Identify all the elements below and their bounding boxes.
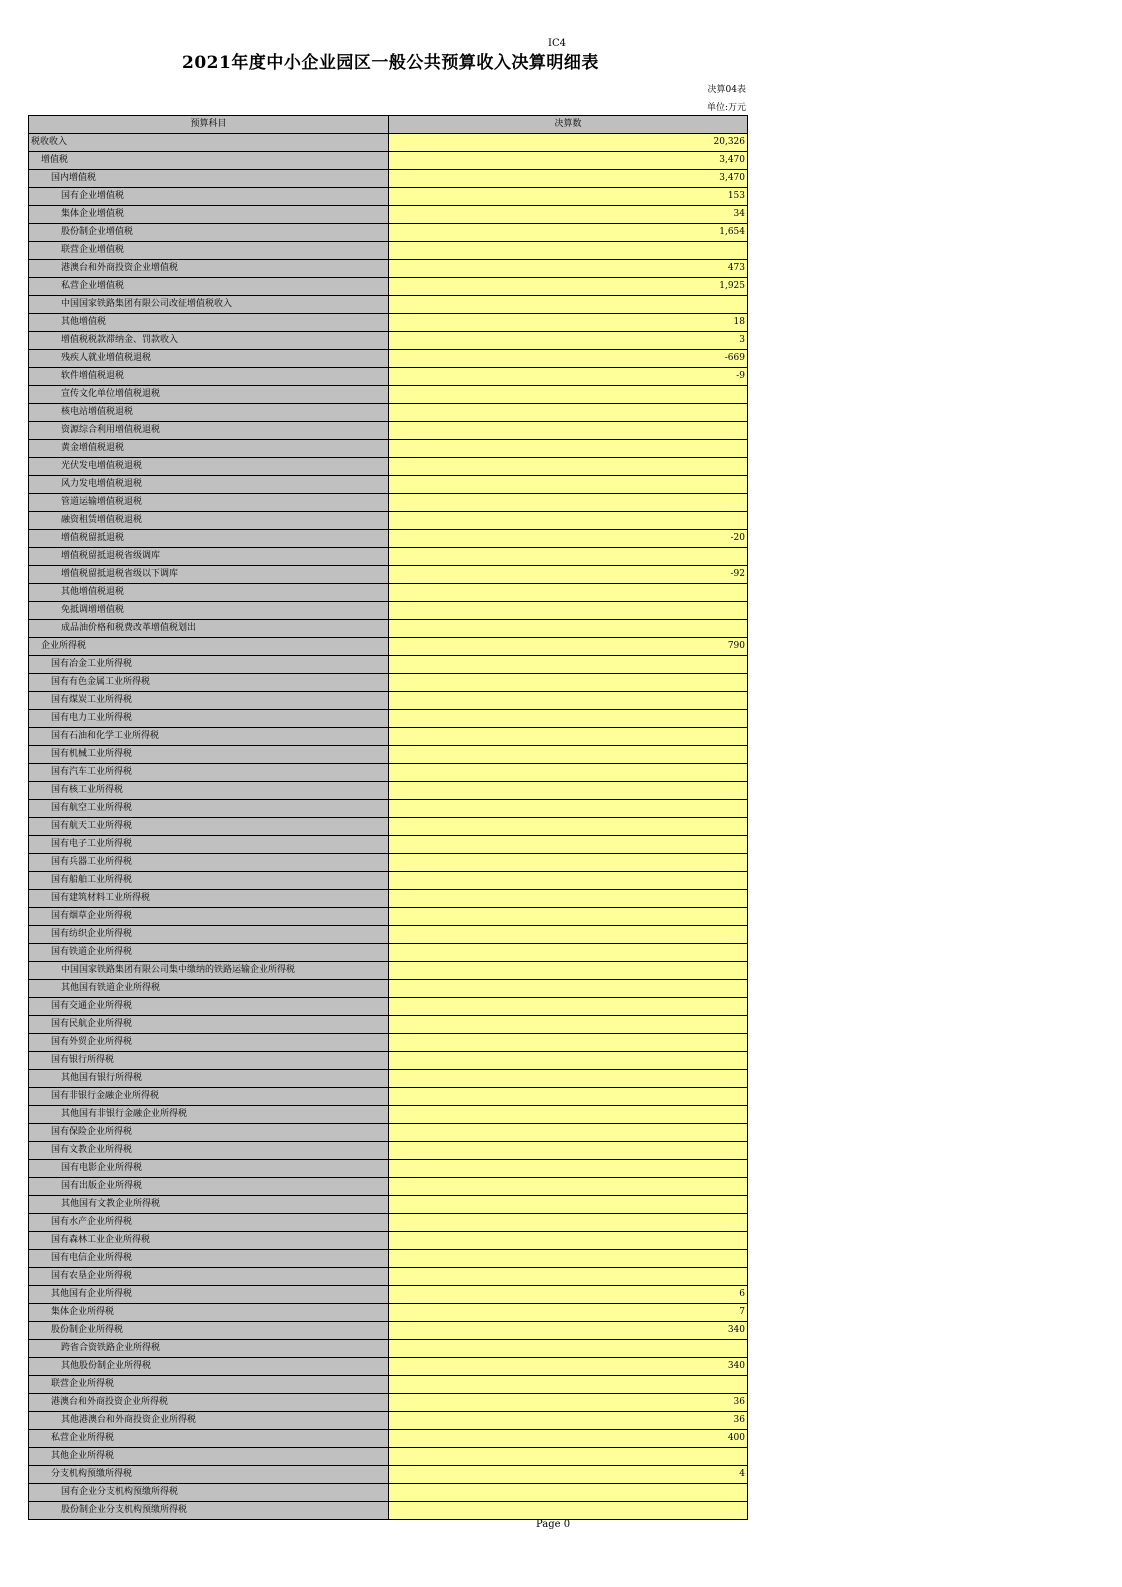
row-amount: 340	[389, 1358, 748, 1376]
row-amount	[389, 1376, 748, 1394]
table-number: 决算04表	[707, 85, 746, 95]
row-amount	[389, 980, 748, 998]
row-subject: 黄金增值税退税	[29, 440, 389, 458]
row-amount	[389, 962, 748, 980]
table-row	[29, 1052, 748, 1070]
table-row	[29, 1178, 748, 1196]
table-row	[29, 926, 748, 944]
row-amount: 7	[389, 1304, 748, 1322]
table-row	[29, 458, 748, 476]
table-row	[29, 1016, 748, 1034]
row-amount	[389, 242, 748, 260]
row-subject: 联营企业所得税	[29, 1376, 389, 1394]
row-subject: 国有企业分支机构预缴所得税	[29, 1484, 389, 1502]
row-amount	[389, 296, 748, 314]
row-amount	[389, 1196, 748, 1214]
row-amount	[389, 422, 748, 440]
row-amount	[389, 1484, 748, 1502]
table-row	[29, 980, 748, 998]
row-amount	[389, 548, 748, 566]
row-subject: 国有文教企业所得税	[29, 1142, 389, 1160]
table-row	[29, 1502, 748, 1520]
row-amount	[389, 440, 748, 458]
row-amount	[389, 728, 748, 746]
table-row	[29, 1106, 748, 1124]
row-subject: 其他港澳台和外商投资企业所得税	[29, 1412, 389, 1430]
row-amount	[389, 926, 748, 944]
row-amount	[389, 1448, 748, 1466]
table-row	[29, 1394, 748, 1412]
row-amount: -20	[389, 530, 748, 548]
row-amount	[389, 1070, 748, 1088]
row-amount	[389, 404, 748, 422]
row-subject: 集体企业所得税	[29, 1304, 389, 1322]
table-row	[29, 674, 748, 692]
row-amount	[389, 1160, 748, 1178]
table-row	[29, 998, 748, 1016]
row-subject: 跨省合资铁路企业所得税	[29, 1340, 389, 1358]
table-row	[29, 476, 748, 494]
table-row	[29, 908, 748, 926]
table-row	[29, 1466, 748, 1484]
row-amount	[389, 620, 748, 638]
table-row	[29, 494, 748, 512]
table-row	[29, 1268, 748, 1286]
row-subject: 国有电信企业所得税	[29, 1250, 389, 1268]
row-subject: 光伏发电增值税退税	[29, 458, 389, 476]
row-amount	[389, 386, 748, 404]
row-subject: 国有出版企业所得税	[29, 1178, 389, 1196]
table-row	[29, 566, 748, 584]
row-amount: 400	[389, 1430, 748, 1448]
row-subject: 其他企业所得税	[29, 1448, 389, 1466]
row-subject: 国有机械工业所得税	[29, 746, 389, 764]
row-subject: 国有纺织企业所得税	[29, 926, 389, 944]
row-subject: 国有煤炭工业所得税	[29, 692, 389, 710]
row-subject: 集体企业增值税	[29, 206, 389, 224]
table-row	[29, 1484, 748, 1502]
row-amount	[389, 656, 748, 674]
row-amount	[389, 1250, 748, 1268]
row-subject: 其他股份制企业所得税	[29, 1358, 389, 1376]
table-row	[29, 296, 748, 314]
row-subject: 其他国有铁道企业所得税	[29, 980, 389, 998]
row-amount	[389, 944, 748, 962]
row-amount	[389, 1178, 748, 1196]
row-amount: 34	[389, 206, 748, 224]
row-amount	[389, 1340, 748, 1358]
row-amount	[389, 494, 748, 512]
table-row	[29, 728, 748, 746]
table-row	[29, 620, 748, 638]
row-subject: 宣传文化单位增值税退税	[29, 386, 389, 404]
row-amount	[389, 602, 748, 620]
row-amount	[389, 1232, 748, 1250]
table-row	[29, 710, 748, 728]
table-row	[29, 1430, 748, 1448]
table-row	[29, 602, 748, 620]
row-subject: 中国国家铁路集团有限公司改征增值税收入	[29, 296, 389, 314]
row-amount	[389, 1214, 748, 1232]
row-subject: 私营企业所得税	[29, 1430, 389, 1448]
row-subject: 联营企业增值税	[29, 242, 389, 260]
row-subject: 残疾人就业增值税退税	[29, 350, 389, 368]
table-row	[29, 818, 748, 836]
row-amount	[389, 836, 748, 854]
row-amount	[389, 1268, 748, 1286]
table-row	[29, 1160, 748, 1178]
table-row	[29, 422, 748, 440]
table-row	[29, 692, 748, 710]
row-subject: 国有石油和化学工业所得税	[29, 728, 389, 746]
table-row	[29, 1124, 748, 1142]
row-amount	[389, 1016, 748, 1034]
row-amount	[389, 800, 748, 818]
row-subject: 其他国有文教企业所得税	[29, 1196, 389, 1214]
row-subject: 增值税留抵退税	[29, 530, 389, 548]
table-row	[29, 206, 748, 224]
table-row	[29, 152, 748, 170]
row-amount: 36	[389, 1412, 748, 1430]
row-subject: 融资租赁增值税退税	[29, 512, 389, 530]
row-subject: 国有建筑材料工业所得税	[29, 890, 389, 908]
table-row	[29, 1286, 748, 1304]
row-amount	[389, 872, 748, 890]
row-subject: 管道运输增值税退税	[29, 494, 389, 512]
row-subject: 私营企业增值税	[29, 278, 389, 296]
row-amount	[389, 782, 748, 800]
table-row	[29, 1142, 748, 1160]
row-amount	[389, 1052, 748, 1070]
table-row	[29, 1376, 748, 1394]
row-amount	[389, 746, 748, 764]
table-row	[29, 638, 748, 656]
row-subject: 股份制企业所得税	[29, 1322, 389, 1340]
row-subject: 国有民航企业所得税	[29, 1016, 389, 1034]
row-subject: 港澳台和外商投资企业所得税	[29, 1394, 389, 1412]
table-row	[29, 764, 748, 782]
row-subject: 国有交通企业所得税	[29, 998, 389, 1016]
row-subject: 国有烟草企业所得税	[29, 908, 389, 926]
row-subject: 其他增值税	[29, 314, 389, 332]
row-subject: 国有航空工业所得税	[29, 800, 389, 818]
table-row	[29, 1358, 748, 1376]
table-row	[29, 350, 748, 368]
row-amount: 473	[389, 260, 748, 278]
row-amount: 36	[389, 1394, 748, 1412]
budget-table	[28, 115, 748, 1520]
row-subject: 国有水产企业所得税	[29, 1214, 389, 1232]
row-amount: 1,654	[389, 224, 748, 242]
page-title: 2021年度中小企业园区一般公共预算收入决算明细表	[182, 53, 599, 73]
page-footer: Page 0	[536, 1519, 571, 1530]
row-amount: 153	[389, 188, 748, 206]
row-subject: 国有冶金工业所得税	[29, 656, 389, 674]
row-amount	[389, 1106, 748, 1124]
table-row	[29, 854, 748, 872]
row-subject: 国有银行所得税	[29, 1052, 389, 1070]
row-amount: 1,925	[389, 278, 748, 296]
row-subject: 国有兵器工业所得税	[29, 854, 389, 872]
row-amount	[389, 890, 748, 908]
table-row	[29, 1340, 748, 1358]
row-amount	[389, 1034, 748, 1052]
row-subject: 国有航天工业所得税	[29, 818, 389, 836]
table-row	[29, 548, 748, 566]
table-row	[29, 1034, 748, 1052]
row-amount	[389, 476, 748, 494]
row-amount	[389, 710, 748, 728]
sheet-tag: IC4	[548, 38, 566, 49]
table-row	[29, 800, 748, 818]
table-header-row	[29, 116, 748, 134]
row-amount: 4	[389, 1466, 748, 1484]
row-subject: 港澳台和外商投资企业增值税	[29, 260, 389, 278]
row-subject: 国有电子工业所得税	[29, 836, 389, 854]
row-amount	[389, 1124, 748, 1142]
row-amount	[389, 584, 748, 602]
table-row	[29, 836, 748, 854]
table-row	[29, 386, 748, 404]
row-subject: 国有电力工业所得税	[29, 710, 389, 728]
table-row	[29, 1088, 748, 1106]
table-row	[29, 260, 748, 278]
row-subject: 国内增值税	[29, 170, 389, 188]
row-amount	[389, 1142, 748, 1160]
row-amount: 340	[389, 1322, 748, 1340]
table-row	[29, 368, 748, 386]
row-subject: 资源综合利用增值税退税	[29, 422, 389, 440]
row-subject: 股份制企业增值税	[29, 224, 389, 242]
row-amount: 18	[389, 314, 748, 332]
row-subject: 企业所得税	[29, 638, 389, 656]
row-subject: 其他国有非银行金融企业所得税	[29, 1106, 389, 1124]
table-row	[29, 242, 748, 260]
table-row	[29, 1412, 748, 1430]
table-row	[29, 1214, 748, 1232]
table-row	[29, 1448, 748, 1466]
row-amount: -669	[389, 350, 748, 368]
table-row	[29, 962, 748, 980]
row-subject: 核电站增值税退税	[29, 404, 389, 422]
row-subject: 国有外贸企业所得税	[29, 1034, 389, 1052]
row-subject: 免抵调增增值税	[29, 602, 389, 620]
row-amount: 3,470	[389, 152, 748, 170]
row-amount	[389, 1502, 748, 1520]
table-row	[29, 278, 748, 296]
row-subject: 股份制企业分支机构预缴所得税	[29, 1502, 389, 1520]
row-amount	[389, 764, 748, 782]
row-subject: 软件增值税退税	[29, 368, 389, 386]
row-amount	[389, 1088, 748, 1106]
row-subject: 国有非银行金融企业所得税	[29, 1088, 389, 1106]
header-subject: 预算科目	[29, 116, 389, 134]
table-row	[29, 1250, 748, 1268]
row-amount	[389, 458, 748, 476]
header-amount: 决算数	[389, 116, 748, 134]
row-subject: 风力发电增值税退税	[29, 476, 389, 494]
table-row	[29, 1070, 748, 1088]
table-row	[29, 944, 748, 962]
row-subject: 国有电影企业所得税	[29, 1160, 389, 1178]
table-row	[29, 530, 748, 548]
row-subject: 国有农垦企业所得税	[29, 1268, 389, 1286]
row-subject: 其他国有企业所得税	[29, 1286, 389, 1304]
table-row	[29, 440, 748, 458]
row-subject: 增值税	[29, 152, 389, 170]
row-subject: 国有船舶工业所得税	[29, 872, 389, 890]
table-row	[29, 746, 748, 764]
table-row	[29, 656, 748, 674]
table-row	[29, 170, 748, 188]
row-subject: 成品油价格和税费改革增值税划出	[29, 620, 389, 638]
row-amount	[389, 692, 748, 710]
row-subject: 国有核工业所得税	[29, 782, 389, 800]
unit-label: 单位:万元	[706, 103, 746, 113]
table-row	[29, 890, 748, 908]
row-amount: 3,470	[389, 170, 748, 188]
row-subject: 国有铁道企业所得税	[29, 944, 389, 962]
table-row	[29, 1322, 748, 1340]
row-amount	[389, 854, 748, 872]
table-row	[29, 188, 748, 206]
row-amount	[389, 674, 748, 692]
row-subject: 税收收入	[29, 134, 389, 152]
table-row	[29, 872, 748, 890]
table-row	[29, 1196, 748, 1214]
row-subject: 国有汽车工业所得税	[29, 764, 389, 782]
row-subject: 增值税税款滞纳金、罚款收入	[29, 332, 389, 350]
row-amount	[389, 998, 748, 1016]
table-row	[29, 314, 748, 332]
table-row	[29, 1232, 748, 1250]
row-amount: 790	[389, 638, 748, 656]
row-subject: 国有有色金属工业所得税	[29, 674, 389, 692]
row-subject: 增值税留抵退税省级调库	[29, 548, 389, 566]
row-subject: 分支机构预缴所得税	[29, 1466, 389, 1484]
table-row	[29, 584, 748, 602]
row-subject: 中国国家铁路集团有限公司集中缴纳的铁路运输企业所得税	[29, 962, 389, 980]
row-amount: 6	[389, 1286, 748, 1304]
row-subject: 其他增值税退税	[29, 584, 389, 602]
table-row	[29, 512, 748, 530]
row-subject: 国有森林工业企业所得税	[29, 1232, 389, 1250]
row-amount	[389, 818, 748, 836]
row-amount: 20,326	[389, 134, 748, 152]
row-amount: -9	[389, 368, 748, 386]
row-amount	[389, 908, 748, 926]
row-amount: 3	[389, 332, 748, 350]
table-row	[29, 332, 748, 350]
table-row	[29, 134, 748, 152]
row-subject: 增值税留抵退税省级以下调库	[29, 566, 389, 584]
table-row	[29, 404, 748, 422]
table-row	[29, 1304, 748, 1322]
row-subject: 国有保险企业所得税	[29, 1124, 389, 1142]
row-subject: 国有企业增值税	[29, 188, 389, 206]
row-amount: -92	[389, 566, 748, 584]
row-subject: 其他国有银行所得税	[29, 1070, 389, 1088]
table-row	[29, 782, 748, 800]
table-row	[29, 224, 748, 242]
row-amount	[389, 512, 748, 530]
